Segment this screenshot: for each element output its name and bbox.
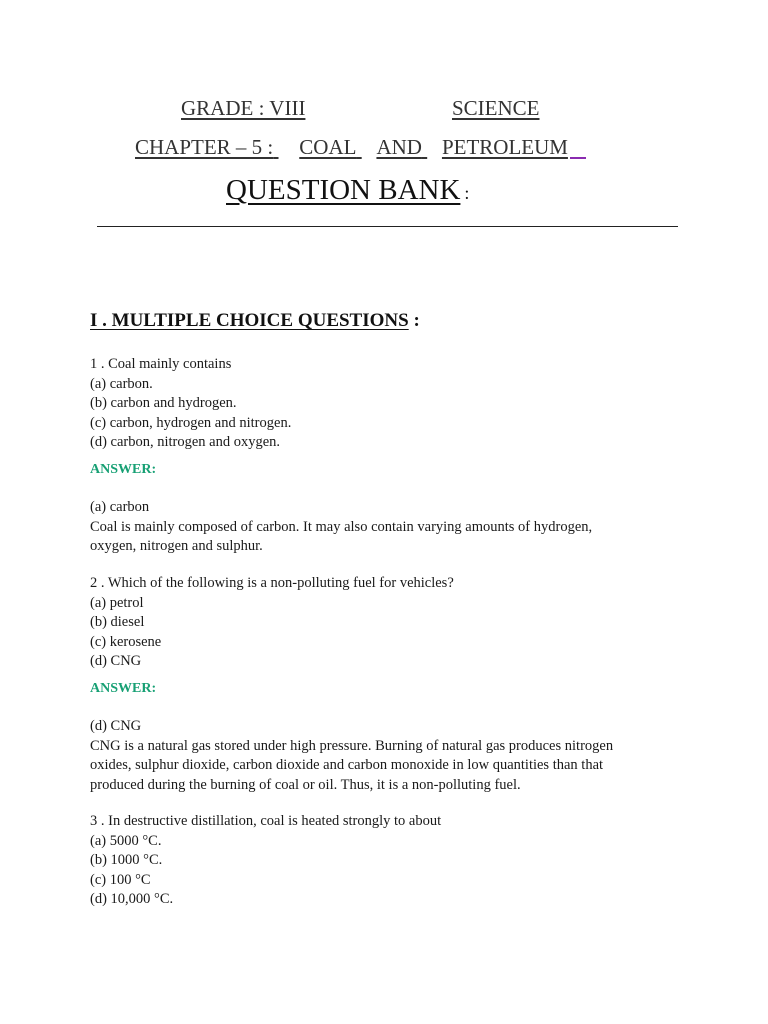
question-text: 1 . Coal mainly contains (90, 356, 232, 372)
explanation-line: oxides, sulphur dioxide, carbon dioxide and carbon monoxide in low quantities than that (90, 757, 604, 773)
option-b: (b) diesel (90, 614, 145, 630)
explanation-line: Coal is mainly composed of carbon. It may also contain varying amounts of hydrogen, (90, 518, 593, 535)
page-title (226, 174, 469, 207)
section-title-colon: : (413, 310, 420, 331)
option-b: (b) carbon and hydrogen. (90, 395, 237, 411)
section-title (90, 310, 420, 332)
chapter-heading (135, 135, 586, 160)
option-c: (c) kerosene (90, 633, 162, 650)
option-b: (b) 1000 °C. (90, 852, 163, 868)
question-1 (90, 355, 291, 453)
subject-heading: SCIENCE (452, 96, 540, 120)
explanation-line: oxygen, nitrogen and sulphur. (90, 538, 263, 554)
chapter-word-petroleum: PETROLEUM (441, 135, 568, 159)
option-a: (a) 5000 °C. (90, 832, 162, 849)
answer-label: ANSWER: (90, 462, 157, 477)
grade-heading: GRADE : VIII (181, 96, 306, 120)
chapter-prefix: CHAPTER – 5 : (135, 135, 274, 159)
explanation-line: produced during the burning of coal or oil. Thus, it is a non-polluting fuel. (90, 776, 521, 793)
option-d: (d) carbon, nitrogen and oxygen. (90, 434, 281, 450)
option-d: (d) CNG (90, 653, 142, 669)
underline-mark (570, 157, 586, 159)
answer-text: (d) CNG (90, 718, 142, 734)
question-2 (90, 574, 454, 672)
question-text: 3 . In destructive distillation, coal is heated strongly to about (90, 813, 442, 829)
answer-1 (90, 498, 592, 557)
question-text: 2 . Which of the following is a non-polluting fuel for vehicles? (90, 575, 454, 591)
option-c: (c) carbon, hydrogen and nitrogen. (90, 414, 292, 431)
chapter-word-coal: COAL (299, 135, 357, 159)
page-title-colon: : (464, 183, 470, 203)
header-divider (97, 226, 678, 227)
option-c: (c) 100 °C (90, 871, 151, 888)
explanation-line: CNG is a natural gas stored under high pressure. Burning of natural gas produces nitrogen (90, 737, 614, 754)
chapter-word-and: AND (376, 135, 422, 159)
answer-2 (90, 717, 613, 795)
option-d: (d) 10,000 °C. (90, 891, 174, 907)
section-title-text: I . MULTIPLE CHOICE QUESTIONS (90, 310, 409, 331)
page-title-text: QUESTION BANK (226, 174, 461, 206)
answer-label: ANSWER: (90, 681, 157, 696)
option-a: (a) carbon. (90, 375, 153, 392)
answer-text: (a) carbon (90, 499, 150, 515)
question-3 (90, 812, 441, 910)
option-a: (a) petrol (90, 594, 144, 611)
